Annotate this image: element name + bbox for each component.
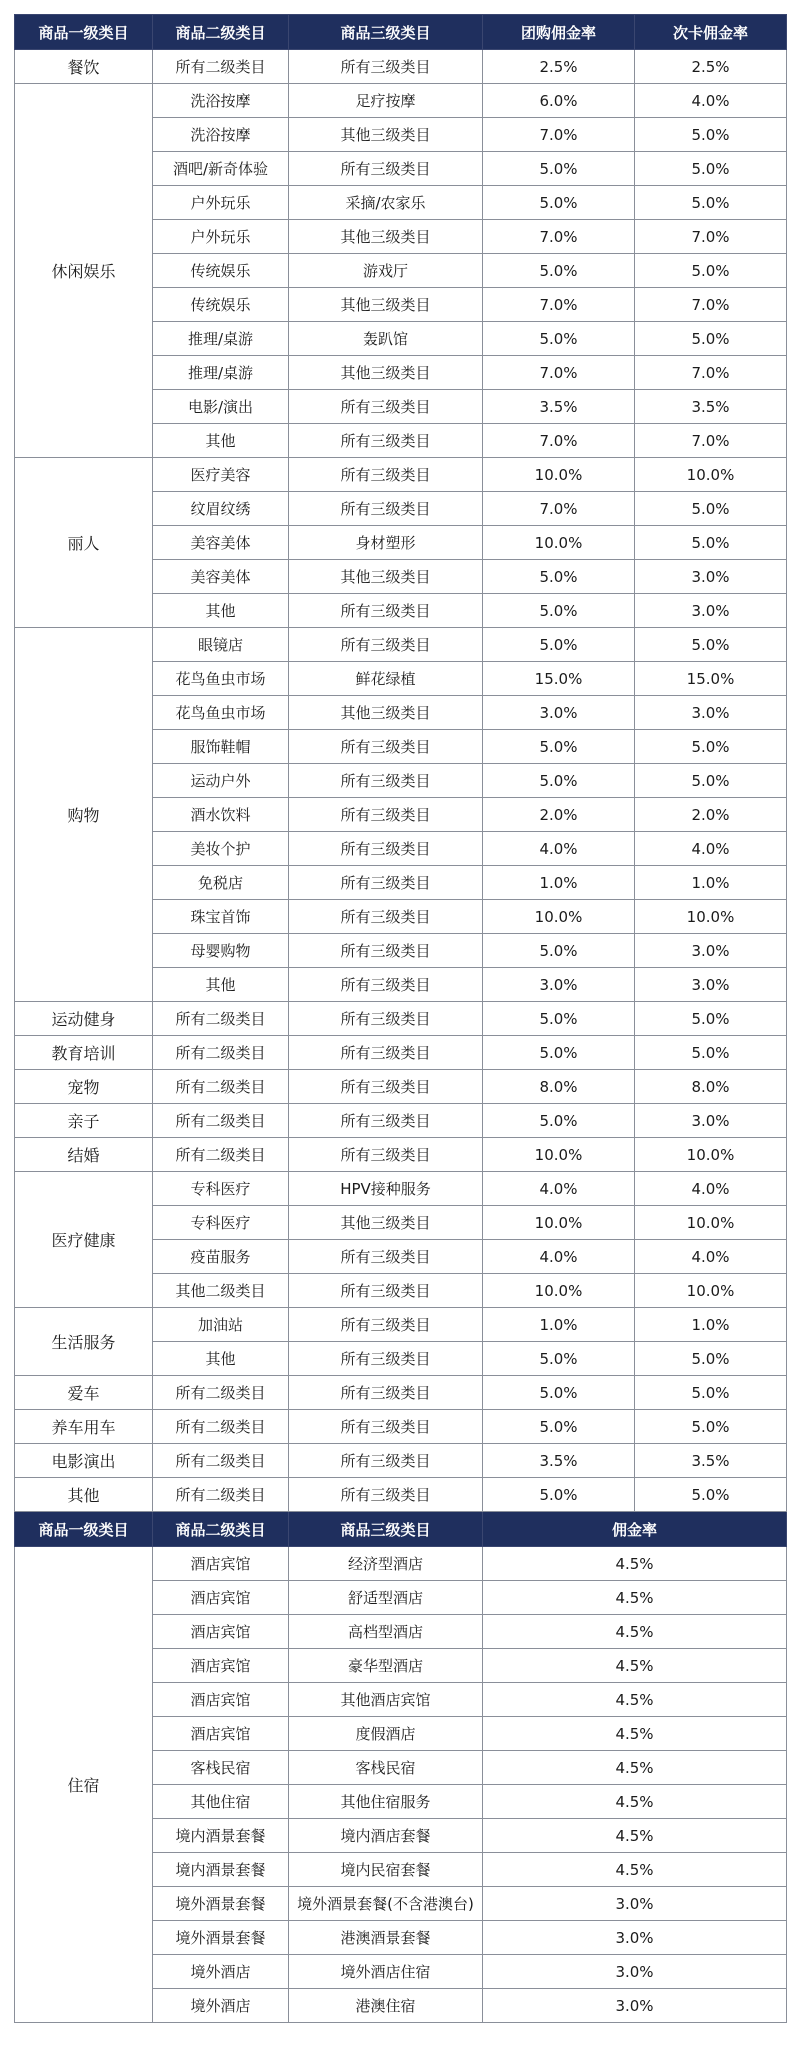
commission-rate-cell: 4.5% bbox=[483, 1615, 787, 1649]
level3-category-cell: 所有三级类目 bbox=[289, 628, 483, 662]
level2-category-cell: 珠宝首饰 bbox=[153, 900, 289, 934]
group-buy-rate-cell: 3.5% bbox=[483, 390, 635, 424]
pass-card-rate-cell: 4.0% bbox=[635, 832, 787, 866]
table1-header-cell: 商品二级类目 bbox=[153, 15, 289, 50]
level3-category-cell: 境外酒景套餐(不含港澳台) bbox=[289, 1887, 483, 1921]
level2-category-cell: 花鸟鱼虫市场 bbox=[153, 662, 289, 696]
level1-category-cell: 运动健身 bbox=[15, 1002, 153, 1036]
level1-category-cell: 宠物 bbox=[15, 1070, 153, 1104]
group-buy-rate-cell: 10.0% bbox=[483, 1138, 635, 1172]
commission-rate-cell: 3.0% bbox=[483, 1955, 787, 1989]
level3-category-cell: 所有三级类目 bbox=[289, 832, 483, 866]
group-buy-rate-cell: 1.0% bbox=[483, 1308, 635, 1342]
table-row bbox=[15, 628, 787, 662]
level2-category-cell: 所有二级类目 bbox=[153, 1070, 289, 1104]
pass-card-rate-cell: 5.0% bbox=[635, 1342, 787, 1376]
table-row bbox=[15, 1138, 787, 1172]
table2-header-cell: 商品一级类目 bbox=[15, 1512, 153, 1547]
pass-card-rate-cell: 10.0% bbox=[635, 900, 787, 934]
pass-card-rate-cell: 5.0% bbox=[635, 1376, 787, 1410]
level2-category-cell: 境内酒景套餐 bbox=[153, 1853, 289, 1887]
pass-card-rate-cell: 5.0% bbox=[635, 730, 787, 764]
table2-header-row bbox=[15, 1512, 787, 1547]
group-buy-rate-cell: 5.0% bbox=[483, 1478, 635, 1512]
pass-card-rate-cell: 5.0% bbox=[635, 628, 787, 662]
commission-rate-cell: 4.5% bbox=[483, 1819, 787, 1853]
pass-card-rate-cell: 3.0% bbox=[635, 560, 787, 594]
level3-category-cell: 所有三级类目 bbox=[289, 730, 483, 764]
level3-category-cell: 所有三级类目 bbox=[289, 1104, 483, 1138]
group-buy-rate-cell: 5.0% bbox=[483, 322, 635, 356]
level3-category-cell: 所有三级类目 bbox=[289, 492, 483, 526]
commission-rate-cell: 4.5% bbox=[483, 1547, 787, 1581]
pass-card-rate-cell: 3.5% bbox=[635, 1444, 787, 1478]
group-buy-rate-cell: 5.0% bbox=[483, 560, 635, 594]
group-buy-rate-cell: 5.0% bbox=[483, 1036, 635, 1070]
level2-category-cell: 电影/演出 bbox=[153, 390, 289, 424]
table1-header-row bbox=[15, 15, 787, 50]
level2-category-cell: 境外酒店 bbox=[153, 1955, 289, 1989]
level3-category-cell: 所有三级类目 bbox=[289, 458, 483, 492]
level2-category-cell: 户外玩乐 bbox=[153, 186, 289, 220]
level3-category-cell: 所有三级类目 bbox=[289, 50, 483, 84]
level2-category-cell: 纹眉纹绣 bbox=[153, 492, 289, 526]
level3-category-cell: 其他三级类目 bbox=[289, 220, 483, 254]
level2-category-cell: 所有二级类目 bbox=[153, 1478, 289, 1512]
level3-category-cell: 其他酒店宾馆 bbox=[289, 1683, 483, 1717]
table-row bbox=[15, 1376, 787, 1410]
level3-category-cell: 其他三级类目 bbox=[289, 356, 483, 390]
group-buy-rate-cell: 7.0% bbox=[483, 118, 635, 152]
commission-rate-cell: 4.5% bbox=[483, 1717, 787, 1751]
level2-category-cell: 其他 bbox=[153, 968, 289, 1002]
level3-category-cell: 所有三级类目 bbox=[289, 152, 483, 186]
level1-category-cell: 住宿 bbox=[15, 1547, 153, 2023]
group-buy-rate-cell: 3.0% bbox=[483, 696, 635, 730]
commission-table bbox=[14, 14, 787, 2023]
level3-category-cell: 度假酒店 bbox=[289, 1717, 483, 1751]
pass-card-rate-cell: 7.0% bbox=[635, 288, 787, 322]
pass-card-rate-cell: 5.0% bbox=[635, 764, 787, 798]
pass-card-rate-cell: 3.0% bbox=[635, 934, 787, 968]
level3-category-cell: 所有三级类目 bbox=[289, 1478, 483, 1512]
level3-category-cell: 豪华型酒店 bbox=[289, 1649, 483, 1683]
level2-category-cell: 其他住宿 bbox=[153, 1785, 289, 1819]
group-buy-rate-cell: 7.0% bbox=[483, 220, 635, 254]
table1-header-cell: 次卡佣金率 bbox=[635, 15, 787, 50]
pass-card-rate-cell: 5.0% bbox=[635, 186, 787, 220]
pass-card-rate-cell: 3.0% bbox=[635, 594, 787, 628]
table-row bbox=[15, 1547, 787, 1581]
pass-card-rate-cell: 5.0% bbox=[635, 118, 787, 152]
pass-card-rate-cell: 5.0% bbox=[635, 526, 787, 560]
level3-category-cell: HPV接种服务 bbox=[289, 1172, 483, 1206]
group-buy-rate-cell: 5.0% bbox=[483, 1410, 635, 1444]
commission-rate-cell: 4.5% bbox=[483, 1853, 787, 1887]
commission-rate-cell: 3.0% bbox=[483, 1921, 787, 1955]
level1-category-cell: 电影演出 bbox=[15, 1444, 153, 1478]
level2-category-cell: 所有二级类目 bbox=[153, 1376, 289, 1410]
pass-card-rate-cell: 4.0% bbox=[635, 84, 787, 118]
level3-category-cell: 身材塑形 bbox=[289, 526, 483, 560]
level2-category-cell: 专科医疗 bbox=[153, 1172, 289, 1206]
level3-category-cell: 所有三级类目 bbox=[289, 424, 483, 458]
level3-category-cell: 足疗按摩 bbox=[289, 84, 483, 118]
pass-card-rate-cell: 5.0% bbox=[635, 1036, 787, 1070]
table-row bbox=[15, 1308, 787, 1342]
pass-card-rate-cell: 10.0% bbox=[635, 1274, 787, 1308]
pass-card-rate-cell: 5.0% bbox=[635, 1478, 787, 1512]
level2-category-cell: 传统娱乐 bbox=[153, 254, 289, 288]
pass-card-rate-cell: 3.5% bbox=[635, 390, 787, 424]
group-buy-rate-cell: 3.5% bbox=[483, 1444, 635, 1478]
group-buy-rate-cell: 5.0% bbox=[483, 1104, 635, 1138]
level3-category-cell: 采摘/农家乐 bbox=[289, 186, 483, 220]
level3-category-cell: 所有三级类目 bbox=[289, 1274, 483, 1308]
level2-category-cell: 酒吧/新奇体验 bbox=[153, 152, 289, 186]
level3-category-cell: 所有三级类目 bbox=[289, 798, 483, 832]
pass-card-rate-cell: 10.0% bbox=[635, 1206, 787, 1240]
level2-category-cell: 所有二级类目 bbox=[153, 1104, 289, 1138]
level2-category-cell: 境外酒景套餐 bbox=[153, 1887, 289, 1921]
level3-category-cell: 高档型酒店 bbox=[289, 1615, 483, 1649]
pass-card-rate-cell: 7.0% bbox=[635, 424, 787, 458]
level2-category-cell: 免税店 bbox=[153, 866, 289, 900]
commission-rate-cell: 4.5% bbox=[483, 1751, 787, 1785]
group-buy-rate-cell: 2.5% bbox=[483, 50, 635, 84]
level3-category-cell: 所有三级类目 bbox=[289, 764, 483, 798]
level2-category-cell: 酒水饮料 bbox=[153, 798, 289, 832]
level2-category-cell: 专科医疗 bbox=[153, 1206, 289, 1240]
level3-category-cell: 境内民宿套餐 bbox=[289, 1853, 483, 1887]
level3-category-cell: 所有三级类目 bbox=[289, 1342, 483, 1376]
level2-category-cell: 其他 bbox=[153, 1342, 289, 1376]
table-row bbox=[15, 1410, 787, 1444]
group-buy-rate-cell: 4.0% bbox=[483, 832, 635, 866]
table-row bbox=[15, 1036, 787, 1070]
pass-card-rate-cell: 4.0% bbox=[635, 1172, 787, 1206]
level1-category-cell: 教育培训 bbox=[15, 1036, 153, 1070]
group-buy-rate-cell: 15.0% bbox=[483, 662, 635, 696]
level3-category-cell: 所有三级类目 bbox=[289, 1036, 483, 1070]
level2-category-cell: 所有二级类目 bbox=[153, 1036, 289, 1070]
level2-category-cell: 其他 bbox=[153, 424, 289, 458]
level2-category-cell: 其他 bbox=[153, 594, 289, 628]
commission-rate-cell: 3.0% bbox=[483, 1887, 787, 1921]
group-buy-rate-cell: 7.0% bbox=[483, 356, 635, 390]
level1-category-cell: 亲子 bbox=[15, 1104, 153, 1138]
level2-category-cell: 所有二级类目 bbox=[153, 1444, 289, 1478]
commission-rate-sheet bbox=[14, 14, 786, 2023]
level3-category-cell: 所有三级类目 bbox=[289, 594, 483, 628]
level2-category-cell: 洗浴按摩 bbox=[153, 118, 289, 152]
group-buy-rate-cell: 5.0% bbox=[483, 934, 635, 968]
group-buy-rate-cell: 7.0% bbox=[483, 492, 635, 526]
level2-category-cell: 酒店宾馆 bbox=[153, 1683, 289, 1717]
pass-card-rate-cell: 5.0% bbox=[635, 1002, 787, 1036]
level1-category-cell: 爱车 bbox=[15, 1376, 153, 1410]
level3-category-cell: 经济型酒店 bbox=[289, 1547, 483, 1581]
level2-category-cell: 酒店宾馆 bbox=[153, 1717, 289, 1751]
table2-header-cell: 佣金率 bbox=[483, 1512, 787, 1547]
level3-category-cell: 所有三级类目 bbox=[289, 1376, 483, 1410]
table-row bbox=[15, 84, 787, 118]
level2-category-cell: 眼镜店 bbox=[153, 628, 289, 662]
group-buy-rate-cell: 5.0% bbox=[483, 186, 635, 220]
group-buy-rate-cell: 7.0% bbox=[483, 424, 635, 458]
level2-category-cell: 所有二级类目 bbox=[153, 50, 289, 84]
commission-rate-cell: 4.5% bbox=[483, 1649, 787, 1683]
level3-category-cell: 舒适型酒店 bbox=[289, 1581, 483, 1615]
pass-card-rate-cell: 5.0% bbox=[635, 1410, 787, 1444]
group-buy-rate-cell: 10.0% bbox=[483, 1206, 635, 1240]
level2-category-cell: 运动户外 bbox=[153, 764, 289, 798]
level3-category-cell: 所有三级类目 bbox=[289, 934, 483, 968]
level3-category-cell: 其他三级类目 bbox=[289, 560, 483, 594]
level2-category-cell: 所有二级类目 bbox=[153, 1138, 289, 1172]
level3-category-cell: 所有三级类目 bbox=[289, 1444, 483, 1478]
level3-category-cell: 客栈民宿 bbox=[289, 1751, 483, 1785]
table-row bbox=[15, 1002, 787, 1036]
level3-category-cell: 所有三级类目 bbox=[289, 900, 483, 934]
table-row bbox=[15, 458, 787, 492]
level1-category-cell: 生活服务 bbox=[15, 1308, 153, 1376]
level2-category-cell: 境外酒景套餐 bbox=[153, 1921, 289, 1955]
table-row bbox=[15, 1478, 787, 1512]
level3-category-cell: 其他三级类目 bbox=[289, 118, 483, 152]
level1-category-cell: 丽人 bbox=[15, 458, 153, 628]
level3-category-cell: 所有三级类目 bbox=[289, 1308, 483, 1342]
level2-category-cell: 加油站 bbox=[153, 1308, 289, 1342]
level1-category-cell: 结婚 bbox=[15, 1138, 153, 1172]
pass-card-rate-cell: 8.0% bbox=[635, 1070, 787, 1104]
level3-category-cell: 其他住宿服务 bbox=[289, 1785, 483, 1819]
level2-category-cell: 美妆个护 bbox=[153, 832, 289, 866]
pass-card-rate-cell: 2.0% bbox=[635, 798, 787, 832]
pass-card-rate-cell: 2.5% bbox=[635, 50, 787, 84]
pass-card-rate-cell: 3.0% bbox=[635, 696, 787, 730]
pass-card-rate-cell: 5.0% bbox=[635, 152, 787, 186]
level1-category-cell: 休闲娱乐 bbox=[15, 84, 153, 458]
group-buy-rate-cell: 5.0% bbox=[483, 594, 635, 628]
level2-category-cell: 酒店宾馆 bbox=[153, 1547, 289, 1581]
level2-category-cell: 美容美体 bbox=[153, 560, 289, 594]
level2-category-cell: 传统娱乐 bbox=[153, 288, 289, 322]
level2-category-cell: 医疗美容 bbox=[153, 458, 289, 492]
level3-category-cell: 其他三级类目 bbox=[289, 288, 483, 322]
commission-rate-cell: 3.0% bbox=[483, 1989, 787, 2023]
group-buy-rate-cell: 10.0% bbox=[483, 526, 635, 560]
level2-category-cell: 洗浴按摩 bbox=[153, 84, 289, 118]
table2-header-cell: 商品二级类目 bbox=[153, 1512, 289, 1547]
level3-category-cell: 游戏厅 bbox=[289, 254, 483, 288]
level3-category-cell: 所有三级类目 bbox=[289, 1002, 483, 1036]
level3-category-cell: 鲜花绿植 bbox=[289, 662, 483, 696]
pass-card-rate-cell: 3.0% bbox=[635, 968, 787, 1002]
level2-category-cell: 推理/桌游 bbox=[153, 322, 289, 356]
level2-category-cell: 酒店宾馆 bbox=[153, 1649, 289, 1683]
pass-card-rate-cell: 4.0% bbox=[635, 1240, 787, 1274]
level3-category-cell: 港澳住宿 bbox=[289, 1989, 483, 2023]
table-row bbox=[15, 1070, 787, 1104]
pass-card-rate-cell: 7.0% bbox=[635, 220, 787, 254]
group-buy-rate-cell: 5.0% bbox=[483, 254, 635, 288]
group-buy-rate-cell: 10.0% bbox=[483, 458, 635, 492]
level3-category-cell: 境内酒店套餐 bbox=[289, 1819, 483, 1853]
level1-category-cell: 医疗健康 bbox=[15, 1172, 153, 1308]
table-row bbox=[15, 1172, 787, 1206]
level1-category-cell: 养车用车 bbox=[15, 1410, 153, 1444]
level2-category-cell: 服饰鞋帽 bbox=[153, 730, 289, 764]
level3-category-cell: 轰趴馆 bbox=[289, 322, 483, 356]
table-row bbox=[15, 50, 787, 84]
level2-category-cell: 酒店宾馆 bbox=[153, 1581, 289, 1615]
level2-category-cell: 疫苗服务 bbox=[153, 1240, 289, 1274]
table1-header-cell: 商品一级类目 bbox=[15, 15, 153, 50]
commission-rate-cell: 4.5% bbox=[483, 1581, 787, 1615]
pass-card-rate-cell: 7.0% bbox=[635, 356, 787, 390]
pass-card-rate-cell: 10.0% bbox=[635, 1138, 787, 1172]
level2-category-cell: 所有二级类目 bbox=[153, 1002, 289, 1036]
pass-card-rate-cell: 5.0% bbox=[635, 492, 787, 526]
level3-category-cell: 所有三级类目 bbox=[289, 1240, 483, 1274]
level1-category-cell: 其他 bbox=[15, 1478, 153, 1512]
group-buy-rate-cell: 2.0% bbox=[483, 798, 635, 832]
level2-category-cell: 境外酒店 bbox=[153, 1989, 289, 2023]
group-buy-rate-cell: 10.0% bbox=[483, 1274, 635, 1308]
group-buy-rate-cell: 1.0% bbox=[483, 866, 635, 900]
pass-card-rate-cell: 3.0% bbox=[635, 1104, 787, 1138]
group-buy-rate-cell: 8.0% bbox=[483, 1070, 635, 1104]
group-buy-rate-cell: 6.0% bbox=[483, 84, 635, 118]
level3-category-cell: 所有三级类目 bbox=[289, 968, 483, 1002]
group-buy-rate-cell: 7.0% bbox=[483, 288, 635, 322]
group-buy-rate-cell: 4.0% bbox=[483, 1172, 635, 1206]
table-row bbox=[15, 1444, 787, 1478]
level3-category-cell: 所有三级类目 bbox=[289, 866, 483, 900]
commission-rate-cell: 4.5% bbox=[483, 1683, 787, 1717]
level2-category-cell: 美容美体 bbox=[153, 526, 289, 560]
level3-category-cell: 其他三级类目 bbox=[289, 696, 483, 730]
table1-header-cell: 团购佣金率 bbox=[483, 15, 635, 50]
group-buy-rate-cell: 5.0% bbox=[483, 1002, 635, 1036]
group-buy-rate-cell: 5.0% bbox=[483, 1376, 635, 1410]
pass-card-rate-cell: 10.0% bbox=[635, 458, 787, 492]
level3-category-cell: 所有三级类目 bbox=[289, 1138, 483, 1172]
level3-category-cell: 其他三级类目 bbox=[289, 1206, 483, 1240]
level2-category-cell: 其他二级类目 bbox=[153, 1274, 289, 1308]
group-buy-rate-cell: 4.0% bbox=[483, 1240, 635, 1274]
level3-category-cell: 所有三级类目 bbox=[289, 390, 483, 424]
pass-card-rate-cell: 1.0% bbox=[635, 1308, 787, 1342]
level3-category-cell: 所有三级类目 bbox=[289, 1070, 483, 1104]
level1-category-cell: 餐饮 bbox=[15, 50, 153, 84]
level2-category-cell: 户外玩乐 bbox=[153, 220, 289, 254]
table-row bbox=[15, 1104, 787, 1138]
table1-header-cell: 商品三级类目 bbox=[289, 15, 483, 50]
group-buy-rate-cell: 10.0% bbox=[483, 900, 635, 934]
group-buy-rate-cell: 5.0% bbox=[483, 152, 635, 186]
group-buy-rate-cell: 5.0% bbox=[483, 628, 635, 662]
level2-category-cell: 花鸟鱼虫市场 bbox=[153, 696, 289, 730]
pass-card-rate-cell: 5.0% bbox=[635, 322, 787, 356]
group-buy-rate-cell: 3.0% bbox=[483, 968, 635, 1002]
level3-category-cell: 所有三级类目 bbox=[289, 1410, 483, 1444]
level2-category-cell: 所有二级类目 bbox=[153, 1410, 289, 1444]
level2-category-cell: 境内酒景套餐 bbox=[153, 1819, 289, 1853]
table2-header-cell: 商品三级类目 bbox=[289, 1512, 483, 1547]
level3-category-cell: 港澳酒景套餐 bbox=[289, 1921, 483, 1955]
pass-card-rate-cell: 5.0% bbox=[635, 254, 787, 288]
level2-category-cell: 酒店宾馆 bbox=[153, 1615, 289, 1649]
level3-category-cell: 境外酒店住宿 bbox=[289, 1955, 483, 1989]
commission-rate-cell: 4.5% bbox=[483, 1785, 787, 1819]
level2-category-cell: 母婴购物 bbox=[153, 934, 289, 968]
group-buy-rate-cell: 5.0% bbox=[483, 764, 635, 798]
level2-category-cell: 客栈民宿 bbox=[153, 1751, 289, 1785]
pass-card-rate-cell: 1.0% bbox=[635, 866, 787, 900]
pass-card-rate-cell: 15.0% bbox=[635, 662, 787, 696]
group-buy-rate-cell: 5.0% bbox=[483, 1342, 635, 1376]
level2-category-cell: 推理/桌游 bbox=[153, 356, 289, 390]
level1-category-cell: 购物 bbox=[15, 628, 153, 1002]
group-buy-rate-cell: 5.0% bbox=[483, 730, 635, 764]
